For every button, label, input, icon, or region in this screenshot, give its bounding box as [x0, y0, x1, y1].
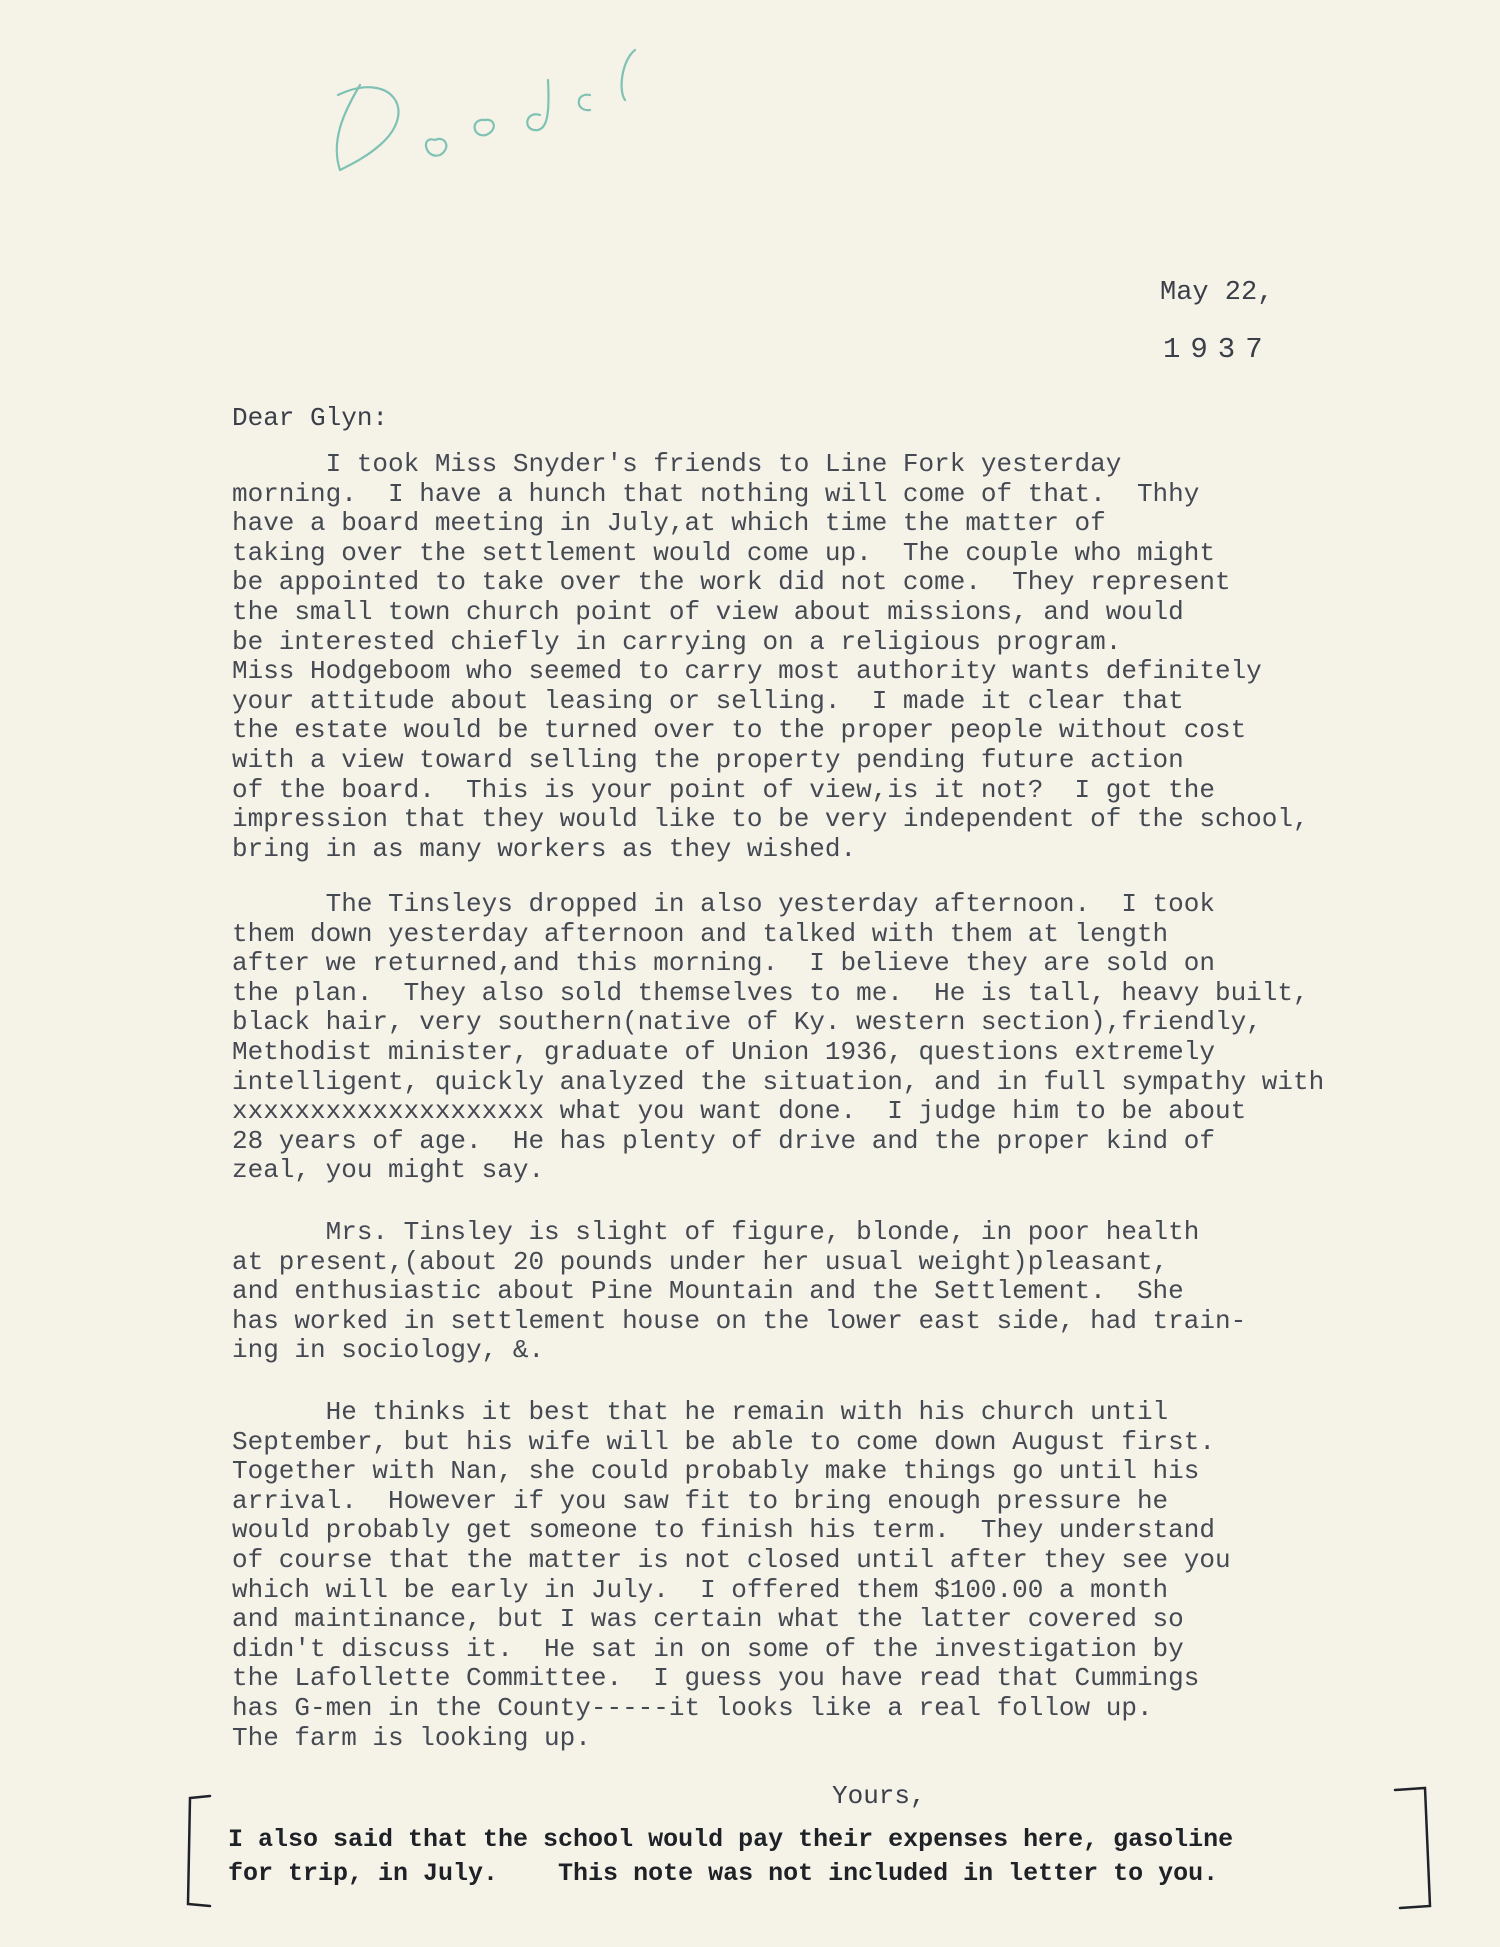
text-line: would probably get someone to finish his term. They understand [232, 1515, 1215, 1546]
date-year: 1937 [1163, 333, 1273, 366]
text-line: have a board meeting in July,at which time the matter of [232, 508, 1106, 539]
text-line: Miss Hodgeboom who seemed to carry most authority wants definitely [232, 656, 1262, 687]
paragraph-arrangements [232, 1398, 1500, 1753]
text-line: The Tinsleys dropped in also yesterday afternoon. I took [232, 889, 1215, 919]
text-line: the small town church point of view about missions, and would [232, 596, 1184, 627]
text-line: morning. I have a hunch that nothing will come of that. Thhy [232, 478, 1200, 509]
text-line: which will be early in July. I offered them $100.00 a month [232, 1574, 1169, 1605]
salutation: Dear Glyn: [232, 403, 389, 433]
paragraph-miss-snyder-visit [232, 450, 1500, 864]
text-line: your attitude about leasing or selling. I made it clear that [232, 685, 1184, 716]
text-line: didn't discuss it. He sat in on some of the investigation by [232, 1633, 1184, 1664]
text-line: Mrs. Tinsley is slight of figure, blonde, in poor health [232, 1217, 1200, 1247]
text-line: be interested chiefly in carrying on a religious program. [232, 626, 1122, 657]
date-day: May 22, [1160, 278, 1274, 308]
text-line: bring in as many workers as they wished. [232, 833, 857, 864]
text-line: them down yesterday afternoon and talked with them at length [232, 918, 1169, 949]
text-line: and maintinance, but I was certain what the latter covered so [232, 1604, 1184, 1635]
closing: Yours, [832, 1781, 926, 1811]
text-line: Together with Nan, she could probably make things go until his [232, 1456, 1200, 1487]
text-line: at present,(about 20 pounds under her usual weight)pleasant, [232, 1246, 1169, 1277]
text-line: xxxxxxxxxxxxxxxxxxxx what you want done. I judge him to be about [232, 1096, 1247, 1127]
text-line: of the board. This is your point of view,is it not? I got the [232, 774, 1215, 805]
text-line: September, but his wife will be able to come down August first. [232, 1426, 1215, 1457]
text-line: zeal, you might say. [232, 1155, 545, 1186]
paragraph-mrs-tinsley [232, 1218, 1500, 1366]
postscript-line: for trip, in July. This note was not included in letter to you. [228, 1859, 1219, 1888]
text-line: of course that the matter is not closed until after they see you [232, 1544, 1231, 1575]
text-line: has G-men in the County-----it looks like a real follow up. [232, 1692, 1153, 1723]
text-line: after we returned,and this morning. I believe they are sold on [232, 948, 1215, 979]
postscript-line: I also said that the school would pay their expenses here, gasoline [228, 1825, 1234, 1854]
handwritten-annotation [300, 40, 700, 200]
text-line: taking over the settlement would come up. The couple who might [232, 537, 1215, 568]
text-line: the Lafollette Committee. I guess you have read that Cummings [232, 1663, 1200, 1694]
text-line: with a view toward selling the property pending future action [232, 744, 1184, 775]
text-line: arrival. However if you saw fit to bring enough pressure he [232, 1485, 1169, 1516]
postscript-note [228, 1823, 1233, 1891]
text-line: impression that they would like to be very independent of the school, [232, 804, 1309, 835]
text-line: black hair, very southern(native of Ky. western section),friendly, [232, 1007, 1262, 1038]
text-line: the estate would be turned over to the proper people without cost [232, 715, 1247, 746]
text-line: intelligent, quickly analyzed the situation, and in full sympathy with [232, 1066, 1325, 1097]
text-line: and enthusiastic about Pine Mountain and the Settlement. She [232, 1276, 1184, 1307]
text-line: has worked in settlement house on the lower east side, had train- [232, 1305, 1247, 1336]
text-line: The farm is looking up. [232, 1722, 591, 1753]
text-line: the plan. They also sold themselves to me. He is tall, heavy built, [232, 977, 1309, 1008]
text-line: 28 years of age. He has plenty of drive and the proper kind of [232, 1125, 1215, 1156]
text-line: ing in sociology, &. [232, 1335, 545, 1366]
paragraph-tinsleys-visit [232, 890, 1500, 1186]
text-line: I took Miss Snyder's friends to Line Fork yesterday [232, 449, 1122, 479]
text-line: be appointed to take over the work did not come. They represent [232, 567, 1231, 598]
text-line: He thinks it best that he remain with his church until [232, 1397, 1169, 1427]
text-line: Methodist minister, graduate of Union 1936, questions extremely [232, 1036, 1215, 1067]
